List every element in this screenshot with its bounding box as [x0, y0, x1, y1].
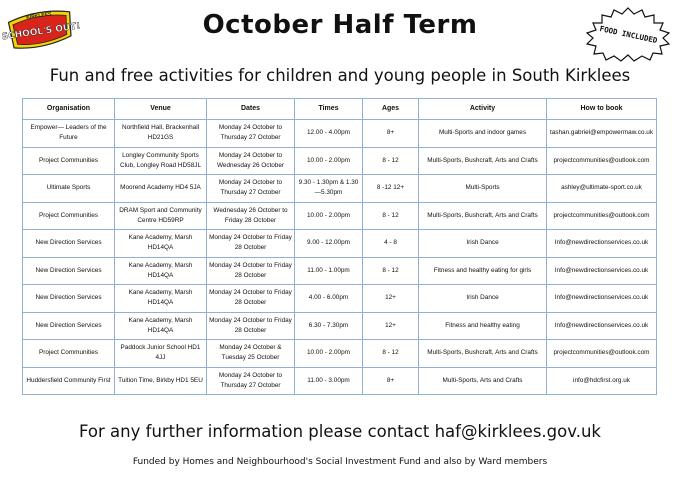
cell-times: 9.30 - 1.30pm & 1.30—5.30pm [295, 175, 363, 203]
header-venue: Venue [115, 99, 207, 120]
cell-organisation: Ultimate Sports [23, 175, 115, 203]
activities-table [22, 98, 657, 395]
cell-organisation: Empower— Leaders of the Future [23, 120, 115, 148]
header-ages: Ages [363, 99, 419, 120]
cell-activity: Multi-Sports, Bushcraft, Arts and Crafts [419, 340, 547, 368]
food-included-badge [582, 6, 674, 62]
cell-dates: Monday 24 October to Wednesday 26 October [207, 147, 295, 175]
table-row [23, 285, 657, 313]
cell-venue: DRAM Sport and Community Centre HD59RP [115, 202, 207, 230]
logo-main-text: SCHOOL'S OUT! [1, 21, 82, 43]
cell-dates: Monday 24 October & Tuesday 25 October [207, 340, 295, 368]
cell-dates: Monday 24 October to Friday 28 October [207, 285, 295, 313]
funding-note: Funded by Homes and Neighbourhood's Social Investment Fund and also by Ward members [132, 457, 548, 467]
cell-booking-email[interactable]: info@hdcfirst.org.uk [547, 367, 657, 395]
cell-venue: Kane Academy, Marsh HD14QA [115, 257, 207, 285]
cell-times: 12.00 - 4.00pm [295, 120, 363, 148]
cell-activity: Fitness and healthy eating [419, 312, 547, 340]
cell-ages: 8 -12 12+ [363, 175, 419, 203]
cell-ages: 8+ [363, 120, 419, 148]
cell-ages: 8 - 12 [363, 340, 419, 368]
cell-organisation: New Direction Services [23, 285, 115, 313]
table-header-row [23, 99, 657, 120]
cell-dates: Wednesday 26 October to Friday 28 October [207, 202, 295, 230]
cell-booking-email[interactable]: tashan.gabriel@empowermaw.co.uk [547, 120, 657, 148]
table-row [23, 367, 657, 395]
cell-venue: Longley Community Sports Club, Longley Road HD58JL [115, 147, 207, 175]
header-dates: Dates [207, 99, 295, 120]
logo-top-text: KIRKLEES [25, 11, 52, 21]
cell-booking-email[interactable]: projectcommunities@outlook.com [547, 147, 657, 175]
cell-organisation: Huddersfield Community First [23, 367, 115, 395]
cell-ages: 8+ [363, 367, 419, 395]
cell-ages: 12+ [363, 312, 419, 340]
header-how-to-book: How to book [547, 99, 657, 120]
cell-ages: 12+ [363, 285, 419, 313]
cell-ages: 8 - 12 [363, 147, 419, 175]
cell-venue: Kane Academy, Marsh HD14QA [115, 285, 207, 313]
cell-times: 11.00 - 3.00pm [295, 367, 363, 395]
cell-times: 10.00 - 2.00pm [295, 340, 363, 368]
cell-activity: Irish Dance [419, 230, 547, 258]
cell-activity: Multi-Sports, Bushcraft, Arts and Crafts [419, 147, 547, 175]
cell-booking-email[interactable]: Info@newdirectionservices.co.uk [547, 230, 657, 258]
cell-venue: Kane Academy, Marsh HD14QA [115, 312, 207, 340]
cell-organisation: New Direction Services [23, 257, 115, 285]
cell-dates: Monday 24 October to Thursday 27 October [207, 175, 295, 203]
table-row [23, 230, 657, 258]
cell-activity: Multi-Sports, Bushcraft, Arts and Crafts [419, 202, 547, 230]
badge-text: FOOD INCLUDED [598, 24, 659, 46]
cell-organisation: New Direction Services [23, 312, 115, 340]
cell-ages: 8 - 12 [363, 202, 419, 230]
table-row [23, 147, 657, 175]
cell-times: 9.00 - 12.00pm [295, 230, 363, 258]
cell-dates: Monday 24 October to Thursday 27 October [207, 367, 295, 395]
cell-times: 10.00 - 2.00pm [295, 147, 363, 175]
page-subtitle: Fun and free activities for children and young people in South Kirklees [49, 66, 631, 85]
page-title: October Half Term [202, 10, 478, 40]
cell-venue: Paddock Junior School HD1 4JJ [115, 340, 207, 368]
table-row [23, 120, 657, 148]
table-row [23, 312, 657, 340]
table-row [23, 257, 657, 285]
cell-times: 6.30 - 7.30pm [295, 312, 363, 340]
cell-venue: Moorend Academy HD4 5JA [115, 175, 207, 203]
cell-dates: Monday 24 October to Friday 28 October [207, 230, 295, 258]
cell-venue: Northfield Hall, Brackenhall HD21GS [115, 120, 207, 148]
cell-booking-email[interactable]: projectcommunities@outlook.com [547, 340, 657, 368]
cell-times: 4.00 - 6.00pm [295, 285, 363, 313]
cell-organisation: New Direction Services [23, 230, 115, 258]
cell-booking-email[interactable]: Info@newdirectionservices.co.uk [547, 285, 657, 313]
cell-dates: Monday 24 October to Friday 28 October [207, 257, 295, 285]
cell-organisation: Project Communities [23, 202, 115, 230]
cell-ages: 8 - 12 [363, 257, 419, 285]
cell-activity: Multi-Sports [419, 175, 547, 203]
cell-booking-email[interactable]: Info@newdirectionservices.co.uk [547, 257, 657, 285]
cell-activity: Fitness and healthy eating for girls [419, 257, 547, 285]
table-row [23, 202, 657, 230]
cell-venue: Kane Academy, Marsh HD14QA [115, 230, 207, 258]
cell-organisation: Project Communities [23, 340, 115, 368]
cell-activity: Multi-Sports and indoor games [419, 120, 547, 148]
cell-dates: Monday 24 October to Friday 28 October [207, 312, 295, 340]
table-row [23, 340, 657, 368]
cell-booking-email[interactable]: Info@newdirectionservices.co.uk [547, 312, 657, 340]
header-times: Times [295, 99, 363, 120]
header-activity: Activity [419, 99, 547, 120]
cell-booking-email[interactable]: projectcommunities@outlook.com [547, 202, 657, 230]
header-organisation: Organisation [23, 99, 115, 120]
cell-venue: Tuition Time, Birkby HD1 5EU [115, 367, 207, 395]
cell-activity: Multi-Sports, Arts and Crafts [419, 367, 547, 395]
cell-booking-email[interactable]: ashley@ultimate-sport.co.uk [547, 175, 657, 203]
cell-ages: 4 - 8 [363, 230, 419, 258]
contact-info: For any further information please contact haf@kirklees.gov.uk [79, 422, 601, 441]
table-row [23, 175, 657, 203]
cell-activity: Irish Dance [419, 285, 547, 313]
cell-dates: Monday 24 October to Thursday 27 October [207, 120, 295, 148]
cell-organisation: Project Communities [23, 147, 115, 175]
cell-times: 11.00 - 1.00pm [295, 257, 363, 285]
cell-times: 10.00 - 2.00pm [295, 202, 363, 230]
